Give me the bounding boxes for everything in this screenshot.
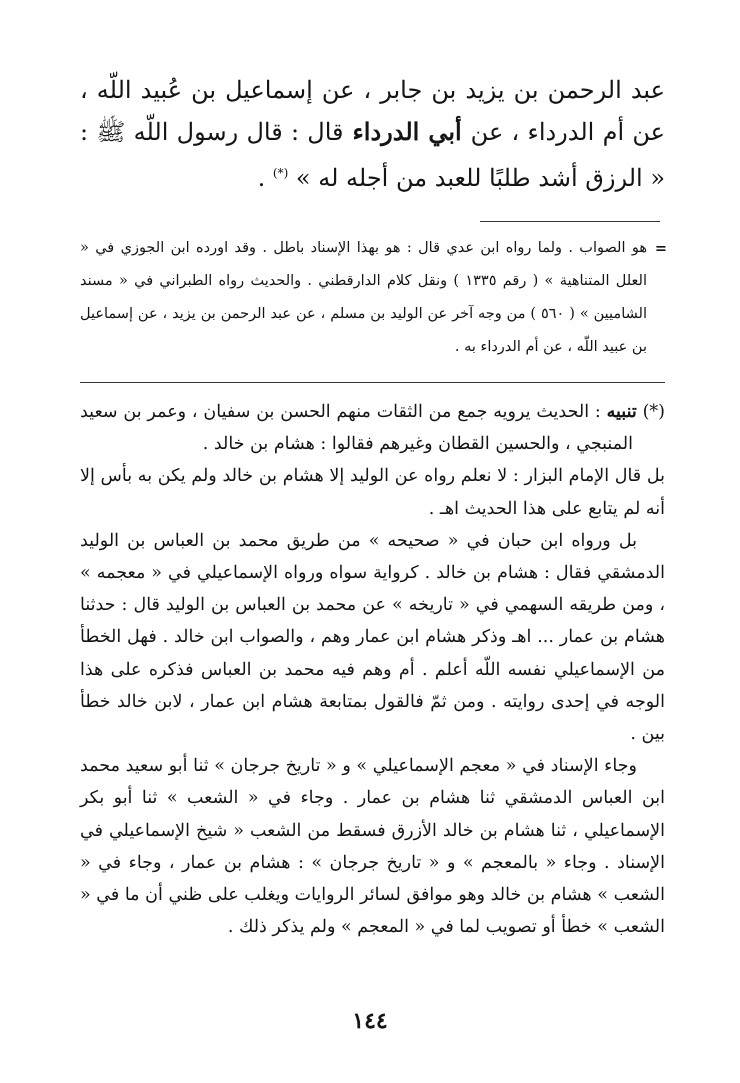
footnote-tanbih [80, 396, 665, 943]
footnote-separator-short [480, 221, 660, 222]
main-text [80, 70, 665, 199]
tanbih-label: تنبيه [606, 402, 637, 422]
continuation-marker: = [654, 240, 667, 257]
footnote-continuation-text: هو الصواب . ولما رواه ابن عدي قال : هو بهذا الإسناد باطل . وقد اورده ابن الجوزي في « العلل المتناهية » ( رقم ١٣٣٥ ) ونقل كلام الدارقطني . والحديث رواه الطبراني في « مسند الشاميين » ( ٥٦٠ ) من وجه آخر عن الوليد بن مسلم ، عن عبد الرحمن بن يزيد ، عن إسماعيل بن عبيد اللّه ، عن أم الدرداء به . [80, 240, 647, 355]
footnote-marker: (*) [642, 402, 665, 422]
main-text-part1: عبد الرحمن بن يزيد بن جابر ، عن إسماعيل بن عُبيد اللّه ، عن أم الدرداء ، عن [80, 76, 665, 146]
tanbih-paragraph-3: بل ورواه ابن حبان في « صحيحه » من طريق محمد بن العباس بن الوليد الدمشقي فقال : هشام بن خالد . كرواية سواه ورواه الإسماعيلي في « معجمه » ، ومن طريقه السهمي في « تاريخه » عن محمد بن العباس بن الوليد قال : حدثنا هشام بن عمار ... اهـ وذكر هشام ابن عمار وهم ، والصواب ابن خالد . فهل الخطأ من الإسماعيلي نفسه اللّه أعلم . أم وهم فيه محمد بن العباس فذكره على هذا الوجه في إحدى روايته . ومن ثمّ فالقول بمتابعة هشام ابن عمار ، لابن خالد خطأ بين . [80, 530, 665, 745]
tanbih-paragraph-1 [80, 396, 665, 460]
tanbih-paragraph-4: وجاء الإسناد في « معجم الإسماعيلي » و « تاريخ جرجان » ثنا أبو سعيد محمد ابن العباس الدمشقي ثنا هشام بن عمار . وجاء في « الشعب » ثنا أبو بكر الإسماعيلي ، ثنا هشام بن خالد الأزرق فسقط من الشعب « شيخ الإسماعيلي في الإسناد . وجاء « بالمعجم » و « تاريخ جرجان » : هشام بن عمار ، وجاء في « الشعب » هشام بن خالد وهو موافق لسائر الروايات ويغلب على ظني أن ما في « الشعب » خطأ أو تصويب لما في « المعجم » ولم يذكر ذلك . [80, 756, 665, 938]
tanbih-text-1: : الحديث يرويه جمع من الثقات منهم الحسن بن سفيان ، وعمر بن سعيد المنبجي ، والحسين القطان وغيرهم فقالوا : هشام بن خالد . [80, 402, 633, 455]
tanbih-paragraph-2: بل قال الإمام البزار : لا نعلم رواه عن الوليد إلا هشام بن خالد ولم يكن به بأس إلا أنه لم يتابع على هذا الحديث اهـ . [80, 466, 665, 519]
main-text-end: . [257, 164, 273, 192]
main-text-bold: أبي الدرداء [343, 117, 471, 146]
main-paragraph [80, 70, 665, 199]
footnote-separator-full [80, 382, 665, 383]
main-text-part2: قال : قال رسول اللّه ﷺ : « الرزق أشد طلبًا للعبد من أجله له » [80, 118, 665, 192]
page-number: ١٤٤ [352, 1008, 388, 1034]
footnote-reference: (*) [272, 166, 289, 180]
footnote-continuation [80, 232, 665, 364]
